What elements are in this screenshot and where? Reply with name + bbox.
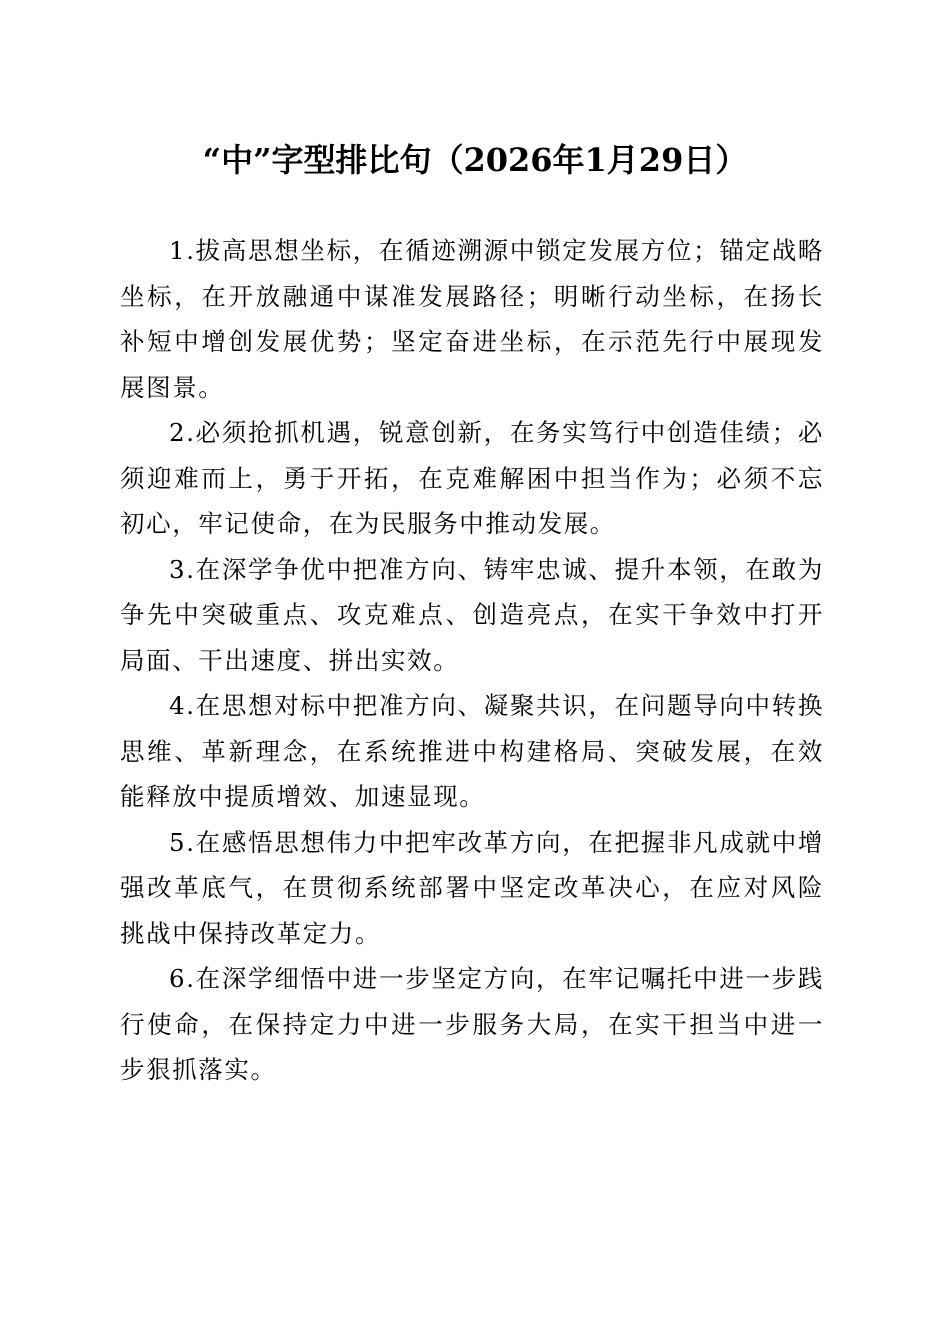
paragraph-4: 4.在思想对标中把准方向、凝聚共识，在问题导向中转换思维、革新理念，在系统推进中构建格局、突破发展，在效能释放中提质增效、加速显现。 [120, 691, 824, 811]
paragraph-6: 6.在深学细悟中进一步坚定方向，在牢记嘱托中进一步践行使命，在保持定力中进一步服务大局，在实干担当中进一步狠抓落实。 [120, 964, 824, 1084]
paragraph-1: 1.拔高思想坐标，在循迹溯源中锁定发展方位；锚定战略坐标，在开放融通中谋准发展路径；明晰行动坐标，在扬长补短中增创发展优势；坚定奋进坐标，在示范先行中展现发展图景。 [120, 236, 824, 402]
document-body [120, 228, 824, 1093]
document-title: “中”字型排比句（2026年1月29日） [202, 141, 748, 179]
paragraph-2: 2.必须抢抓机遇，锐意创新，在务实笃行中创造佳绩；必须迎难而上，勇于开拓，在克难解困中担当作为；必须不忘初心，牢记使命，在为民服务中推动发展。 [120, 418, 824, 538]
paragraph-5: 5.在感悟思想伟力中把牢改革方向，在把握非凡成就中增强改革底气，在贯彻系统部署中坚定改革决心，在应对风险挑战中保持改革定力。 [120, 827, 824, 948]
paragraph-3: 3.在深学争优中把准方向、铸牢忠诚、提升本领，在敢为争先中突破重点、攻克难点、创造亮点，在实干争效中打开局面、干出速度、拼出实效。 [120, 554, 824, 675]
